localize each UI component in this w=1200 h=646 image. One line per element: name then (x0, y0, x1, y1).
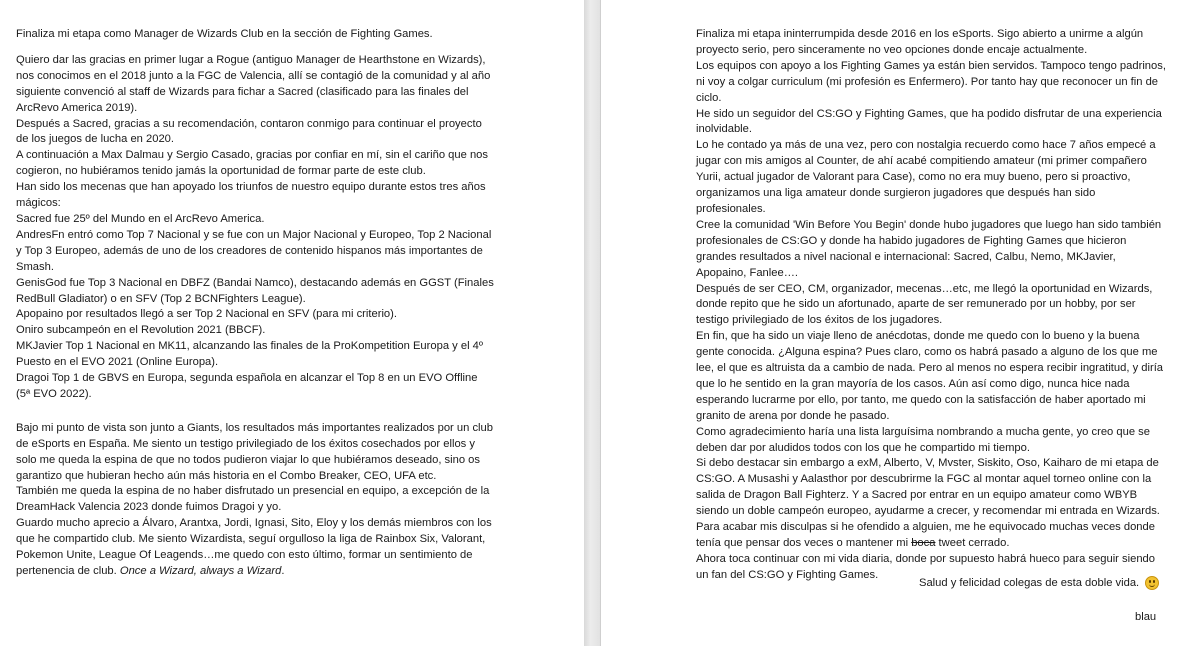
achievement-mkjavier: MKJavier Top 1 Nacional en MK11, alcanzando las finales de la ProKompetition Europa y el 4º Puesto en el EVO 2021 (Online Europa). (16, 340, 483, 369)
wizardista-paragraph (16, 516, 494, 580)
achievement-andresfn: AndresFn entró como Top 7 Nacional y se fue con un Major Nacional y Europeo, Top 2 Nacional y Top 3 Europeo, además de uno de los creadores de contenido hispanos más importantes de Smash. (16, 228, 492, 273)
struck-word: boca (911, 537, 936, 549)
teams-paragraph: Los equipos con apoyo a los Fighting Games ya están bien servidos. Tampoco tengo padrinos, ni voy a colgar curriculum (mi profesión es Enfermero). Por tanto hay que reconocer un fin de ciclo. (696, 59, 1166, 104)
highlights-paragraph: Si debo destacar sin embargo a exM, Alberto, V, Mvster, Siskito, Oso, Kaiharo de mi etapa de CS:GO. A Musashi y Aalasthor por descubrirme la FGC al montar aquel torneo online con la salida de Dragon Ball Fighterz. Y a Sacred por entrar en un equipo amateur como WBYB siendo un doble campeón europeo, ayudarme a crecer, y recomendar mi entrada en Wizards. (696, 457, 1160, 518)
journey-paragraph: En fin, que ha sido un viaje lleno de anécdotas, donde me quedo con lo bueno y la buena gente conocida. ¿Alguna espina? Pues claro, como os habrá pasado a alguno de los que me lee, el que es altruista da a cambio de nada. Pero al menos no espera recibir ingratitud, y diría que lo he sentido en la gran mayoría de los casos. Aún así como digo, nunca hice nada esperando lucrarme por ello, por tanto, me quedo con la satisfacción de haber aportado mi granito de arena por donde he pasado. (696, 330, 1164, 422)
wizardista-end: . (281, 565, 285, 577)
patrons-paragraph: Han sido los mecenas que han apoyado los triunfos de nuestro equipo durante estos tres años mágicos: (16, 181, 486, 210)
thanks-sacred-paragraph: Después a Sacred, gracias a su recomendación, contaron conmigo para continuar el proyecto de los juegos de lucha en 2020. (16, 117, 482, 146)
thanks-rogue-paragraph: Quiero dar las gracias en primer lugar a Rogue (antiguo Manager de Hearthstone en Wizards), nos conocimos en el 2018 junto a la FGC de Valencia, allí se contagió de la comunidad y al año siguiente convenció al staff de Wizards para fichar a Sacred (clasificado para las finales del ArcRevo America 2019). (16, 53, 491, 114)
achievement-dragoi: Dragoi Top 1 de GBVS en Europa, segunda española en alcanzar el Top 8 en un EVO Offline (5ª EVO 2022). (16, 372, 478, 400)
closing-text: Salud y felicidad colegas de esta doble vida. (919, 577, 1140, 589)
achievement-oniro: Oniro subcampeón en el Revolution 2021 (BBCF). (16, 324, 266, 337)
achievement-genisgod: GenisGod fue Top 3 Nacional en DBFZ (Bandai Namco), destacando además en GGST (Finales RedBull Gladiator) o en SFV (Top 2 BCNFighters League). (16, 276, 494, 305)
counter-story-paragraph: Lo he contado ya más de una vez, pero con nostalgia recuerdo como hace 7 años empecé a jugar con mis amigos al Counter, de ahí acabé compitiendo amateur (mi primer compañero Yurii, actual jugador de Valorant para Case), como no era muy bueno, pero si proactivo, organizamos una liga amateur donde surgieron jugadores que después han sido profesionales. (696, 139, 1156, 215)
daily-life-paragraph: Ahora toca continuar con mi vida diaria, donde por supuesto habrá hueco para seguir siendo un fan del CS:GO y Fighting Games. (696, 552, 1155, 581)
apology-text: Para acabar mis disculpas si he ofendido a alguien, me he equivocado muchas veces donde tenía que pensar dos veces o mantener mi (696, 521, 1155, 549)
follower-paragraph: He sido un seguidor del CS:GO y Fighting Games, que ha podido disfrutar de una experiencia inolvidable. (696, 107, 1162, 136)
thanks-max-sergio-paragraph: A continuación a Max Dalmau y Sergio Casado, gracias por confiar en mí, sin el cariño que nos cogieron, no hubiéramos tenido jamás la oportunidad de formar parte de este club. (16, 149, 488, 178)
gratitude-paragraph: Como agradecimiento haría una lista larguísima nombrando a mucha gente, yo creo que se deben dar por aludidos todos con los que he compartido mi tiempo. (696, 425, 1150, 454)
apology-paragraph (696, 520, 1166, 552)
dreamhack-paragraph: También me queda la espina de no haber disfrutado un presencial en equipo, a excepción de la DreamHack Valencia 2023 donde fuimos Dragoi y yo. (16, 485, 490, 514)
wizards-opportunity-paragraph: Después de ser CEO, CM, organizador, mecenas…etc, me llegó la oportunidad en Wizards, donde repito que he sido un afortunado, aparte de ser remunerado por un hobby, por ser testigo privilegiado de los éxitos de los jugadores. (696, 282, 1153, 327)
wizardista-text: Guardo mucho aprecio a Álvaro, Arantxa, Jordi, Ignasi, Sito, Eloy y los demás miembros con los que he compartido club. Me siento Wizardista, seguí orgulloso la liga de Rainbox Six, Valorant, Pokemon Unite, League Of Leagends…me quedo con esto último, formar un sentimiento de pertenencia de club. (16, 517, 492, 577)
end-of-stage-paragraph: Finaliza mi etapa ininterrumpida desde 2016 en los eSports. Sigo abierto a unirme a algún proyecto serio, pero sinceramente no veo opciones donde encaje actualmente. (696, 28, 1144, 56)
achievement-apopaino: Apopaino por resultados llegó a ser Top 2 Nacional en SFV (para mi criterio). (16, 308, 397, 321)
signature: blau (1135, 611, 1157, 623)
page-gutter (584, 0, 600, 646)
closing-line (919, 575, 1159, 591)
intro-line: Finaliza mi etapa como Manager de Wizards Club en la sección de Fighting Games. (16, 28, 433, 40)
right-document-page (600, 0, 1200, 646)
left-document-page (0, 0, 584, 646)
wbyb-community-paragraph: Cree la comunidad 'Win Before You Begin' donde hubo jugadores que luego han sido también profesionales de CS:GO y donde ha habido jugadores de Fighting Games que hicieron grandes resultados a nivel nacional e internacional: Sacred, Calbu, Nemo, MKJavier, Apopaino, Fanlee…. (696, 218, 1162, 279)
wizard-motto: Once a Wizard, always a Wizard (119, 565, 282, 577)
smiley-icon (1145, 576, 1159, 590)
achievement-sacred: Sacred fue 25º del Mundo en el ArcRevo America. (16, 212, 265, 225)
giants-paragraph: Bajo mi punto de vista son junto a Giants, los resultados más importantes realizados por un club de eSports en España. Me siento un testigo privilegiado de los éxitos cosechados por ellos y solo me queda la espina de que no todos pudieron viajar lo que hubiéramos deseado, sino os garantizo que hubieran hecho aún más historia en el Combo Breaker, CEO, UFA etc. (16, 421, 493, 482)
apology-end: tweet cerrado. (935, 537, 1010, 549)
